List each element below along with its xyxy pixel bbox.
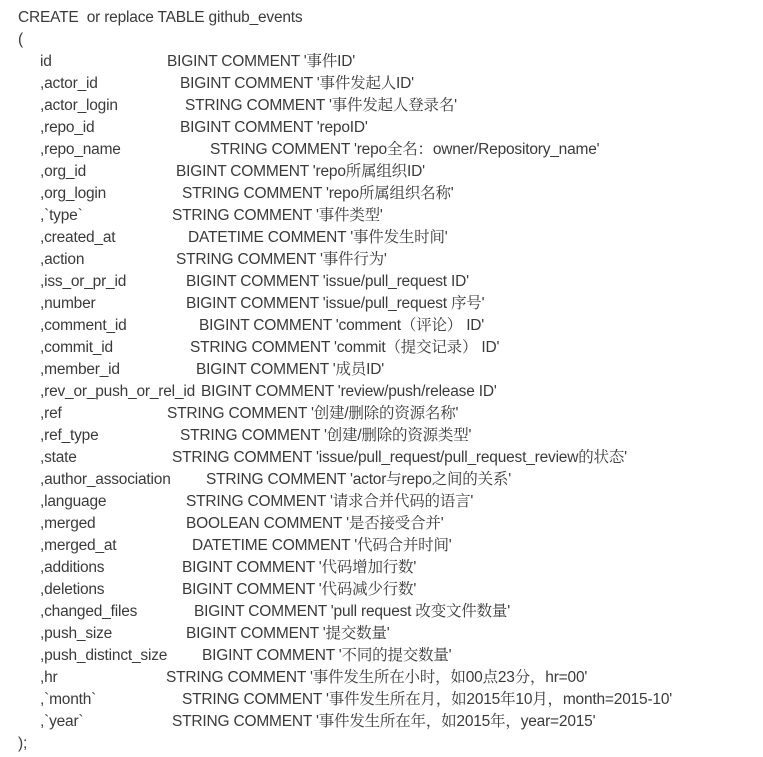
column-name: ,actor_id bbox=[40, 75, 98, 92]
column-type-comment: STRING COMMENT 'issue/pull_request/pull_request_review的状态' bbox=[172, 449, 627, 466]
column-name: ,org_id bbox=[40, 163, 86, 180]
column-name: ,language bbox=[40, 493, 107, 510]
column-name: ,member_id bbox=[40, 361, 120, 378]
column-type-comment: BIGINT COMMENT 'repo所属组织ID' bbox=[176, 163, 425, 180]
column-line bbox=[18, 447, 672, 469]
column-type-comment: BIGINT COMMENT '成员ID' bbox=[196, 361, 385, 378]
column-type-comment: STRING COMMENT '事件行为' bbox=[176, 251, 387, 268]
column-name: ,action bbox=[40, 251, 85, 268]
column-line bbox=[18, 689, 672, 711]
column-type-comment: BOOLEAN COMMENT '是否接受合并' bbox=[186, 515, 444, 532]
column-type-comment: STRING COMMENT 'repo全名：owner/Repository_name' bbox=[210, 141, 600, 158]
column-line bbox=[18, 667, 672, 689]
column-line bbox=[18, 205, 672, 227]
column-line bbox=[18, 227, 672, 249]
column-name: ,iss_or_pr_id bbox=[40, 273, 127, 290]
column-line bbox=[18, 117, 672, 139]
sql-code-block bbox=[18, 7, 672, 755]
column-line bbox=[18, 293, 672, 315]
open-paren: ( bbox=[18, 31, 23, 48]
column-name: ,`year` bbox=[40, 713, 84, 730]
column-name: ,org_login bbox=[40, 185, 107, 202]
column-name: ,push_size bbox=[40, 625, 113, 642]
column-line bbox=[18, 491, 672, 513]
column-line bbox=[18, 535, 672, 557]
column-type-comment: BIGINT COMMENT '提交数量' bbox=[186, 625, 390, 642]
column-type-comment: STRING COMMENT '请求合并代码的语言' bbox=[186, 493, 474, 510]
column-type-comment: STRING COMMENT 'repo所属组织名称' bbox=[182, 185, 454, 202]
column-type-comment: STRING COMMENT '事件发生所在月，如2015年10月，month=2015-10' bbox=[182, 691, 673, 708]
column-line bbox=[18, 73, 672, 95]
column-line bbox=[18, 513, 672, 535]
column-name: ,push_distinct_size bbox=[40, 647, 168, 664]
column-line bbox=[18, 271, 672, 293]
column-type-comment: BIGINT COMMENT '事件ID' bbox=[167, 53, 356, 70]
column-line bbox=[18, 623, 672, 645]
column-name: ,`month` bbox=[40, 691, 97, 708]
column-name: ,deletions bbox=[40, 581, 105, 598]
column-definitions bbox=[18, 51, 672, 733]
column-type-comment: DATETIME COMMENT '代码合并时间' bbox=[192, 537, 452, 554]
column-type-comment: BIGINT COMMENT 'issue/pull_request 序号' bbox=[186, 295, 485, 312]
column-type-comment: BIGINT COMMENT 'comment（评论） ID' bbox=[199, 317, 485, 334]
column-name: ,merged_at bbox=[40, 537, 117, 554]
column-type-comment: STRING COMMENT '事件发生所在小时，如00点23分，hr=00' bbox=[166, 669, 588, 686]
column-line bbox=[18, 557, 672, 579]
column-name: ,state bbox=[40, 449, 77, 466]
column-type-comment: STRING COMMENT 'actor与repo之间的关系' bbox=[206, 471, 511, 488]
column-type-comment: STRING COMMENT '事件发生所在年，如2015年，year=2015' bbox=[172, 713, 596, 730]
column-name: ,repo_id bbox=[40, 119, 95, 136]
column-type-comment: BIGINT COMMENT '不同的提交数量' bbox=[202, 647, 452, 664]
column-type-comment: BIGINT COMMENT 'repoID' bbox=[180, 119, 368, 136]
column-line bbox=[18, 579, 672, 601]
column-line bbox=[18, 315, 672, 337]
column-name: ,additions bbox=[40, 559, 105, 576]
column-name: ,hr bbox=[40, 669, 58, 686]
column-name: id bbox=[40, 53, 52, 70]
column-name: ,created_at bbox=[40, 229, 116, 246]
column-name: ,number bbox=[40, 295, 96, 312]
column-line bbox=[18, 337, 672, 359]
column-type-comment: BIGINT COMMENT '代码减少行数' bbox=[182, 581, 417, 598]
close-paren: ); bbox=[18, 735, 28, 752]
column-line bbox=[18, 403, 672, 425]
column-type-comment: STRING COMMENT '事件发起人登录名' bbox=[185, 97, 457, 114]
column-line bbox=[18, 469, 672, 491]
column-type-comment: DATETIME COMMENT '事件发生时间' bbox=[188, 229, 448, 246]
column-name: ,changed_files bbox=[40, 603, 138, 620]
create-table-header: CREATE or replace TABLE github_events bbox=[18, 9, 303, 26]
column-line bbox=[18, 381, 672, 403]
column-name: ,ref bbox=[40, 405, 62, 422]
column-name: ,ref_type bbox=[40, 427, 99, 444]
column-name: ,`type` bbox=[40, 207, 83, 224]
column-name: ,commit_id bbox=[40, 339, 113, 356]
column-type-comment: BIGINT COMMENT 'issue/pull_request ID' bbox=[186, 273, 469, 290]
column-line bbox=[18, 601, 672, 623]
column-type-comment: BIGINT COMMENT '代码增加行数' bbox=[182, 559, 417, 576]
column-name: ,actor_login bbox=[40, 97, 118, 114]
column-line bbox=[18, 161, 672, 183]
column-line bbox=[18, 249, 672, 271]
column-type-comment: STRING COMMENT '事件类型' bbox=[172, 207, 383, 224]
column-type-comment: BIGINT COMMENT 'pull request 改变文件数量' bbox=[194, 603, 510, 620]
column-type-comment: BIGINT COMMENT 'review/push/release ID' bbox=[201, 383, 497, 400]
column-line bbox=[18, 183, 672, 205]
column-type-comment: BIGINT COMMENT '事件发起人ID' bbox=[180, 75, 414, 92]
column-line bbox=[18, 95, 672, 117]
column-name: ,merged bbox=[40, 515, 96, 532]
column-type-comment: STRING COMMENT '创建/删除的资源名称' bbox=[167, 405, 459, 422]
column-name: ,author_association bbox=[40, 471, 171, 488]
column-line bbox=[18, 359, 672, 381]
column-type-comment: STRING COMMENT 'commit（提交记录） ID' bbox=[190, 339, 500, 356]
column-line bbox=[18, 711, 672, 733]
column-line bbox=[18, 51, 672, 73]
column-name: ,rev_or_push_or_rel_id bbox=[40, 383, 196, 400]
column-line bbox=[18, 139, 672, 161]
column-line bbox=[18, 645, 672, 667]
column-name: ,repo_name bbox=[40, 141, 121, 158]
column-line bbox=[18, 425, 672, 447]
column-type-comment: STRING COMMENT '创建/删除的资源类型' bbox=[180, 427, 472, 444]
column-name: ,comment_id bbox=[40, 317, 127, 334]
